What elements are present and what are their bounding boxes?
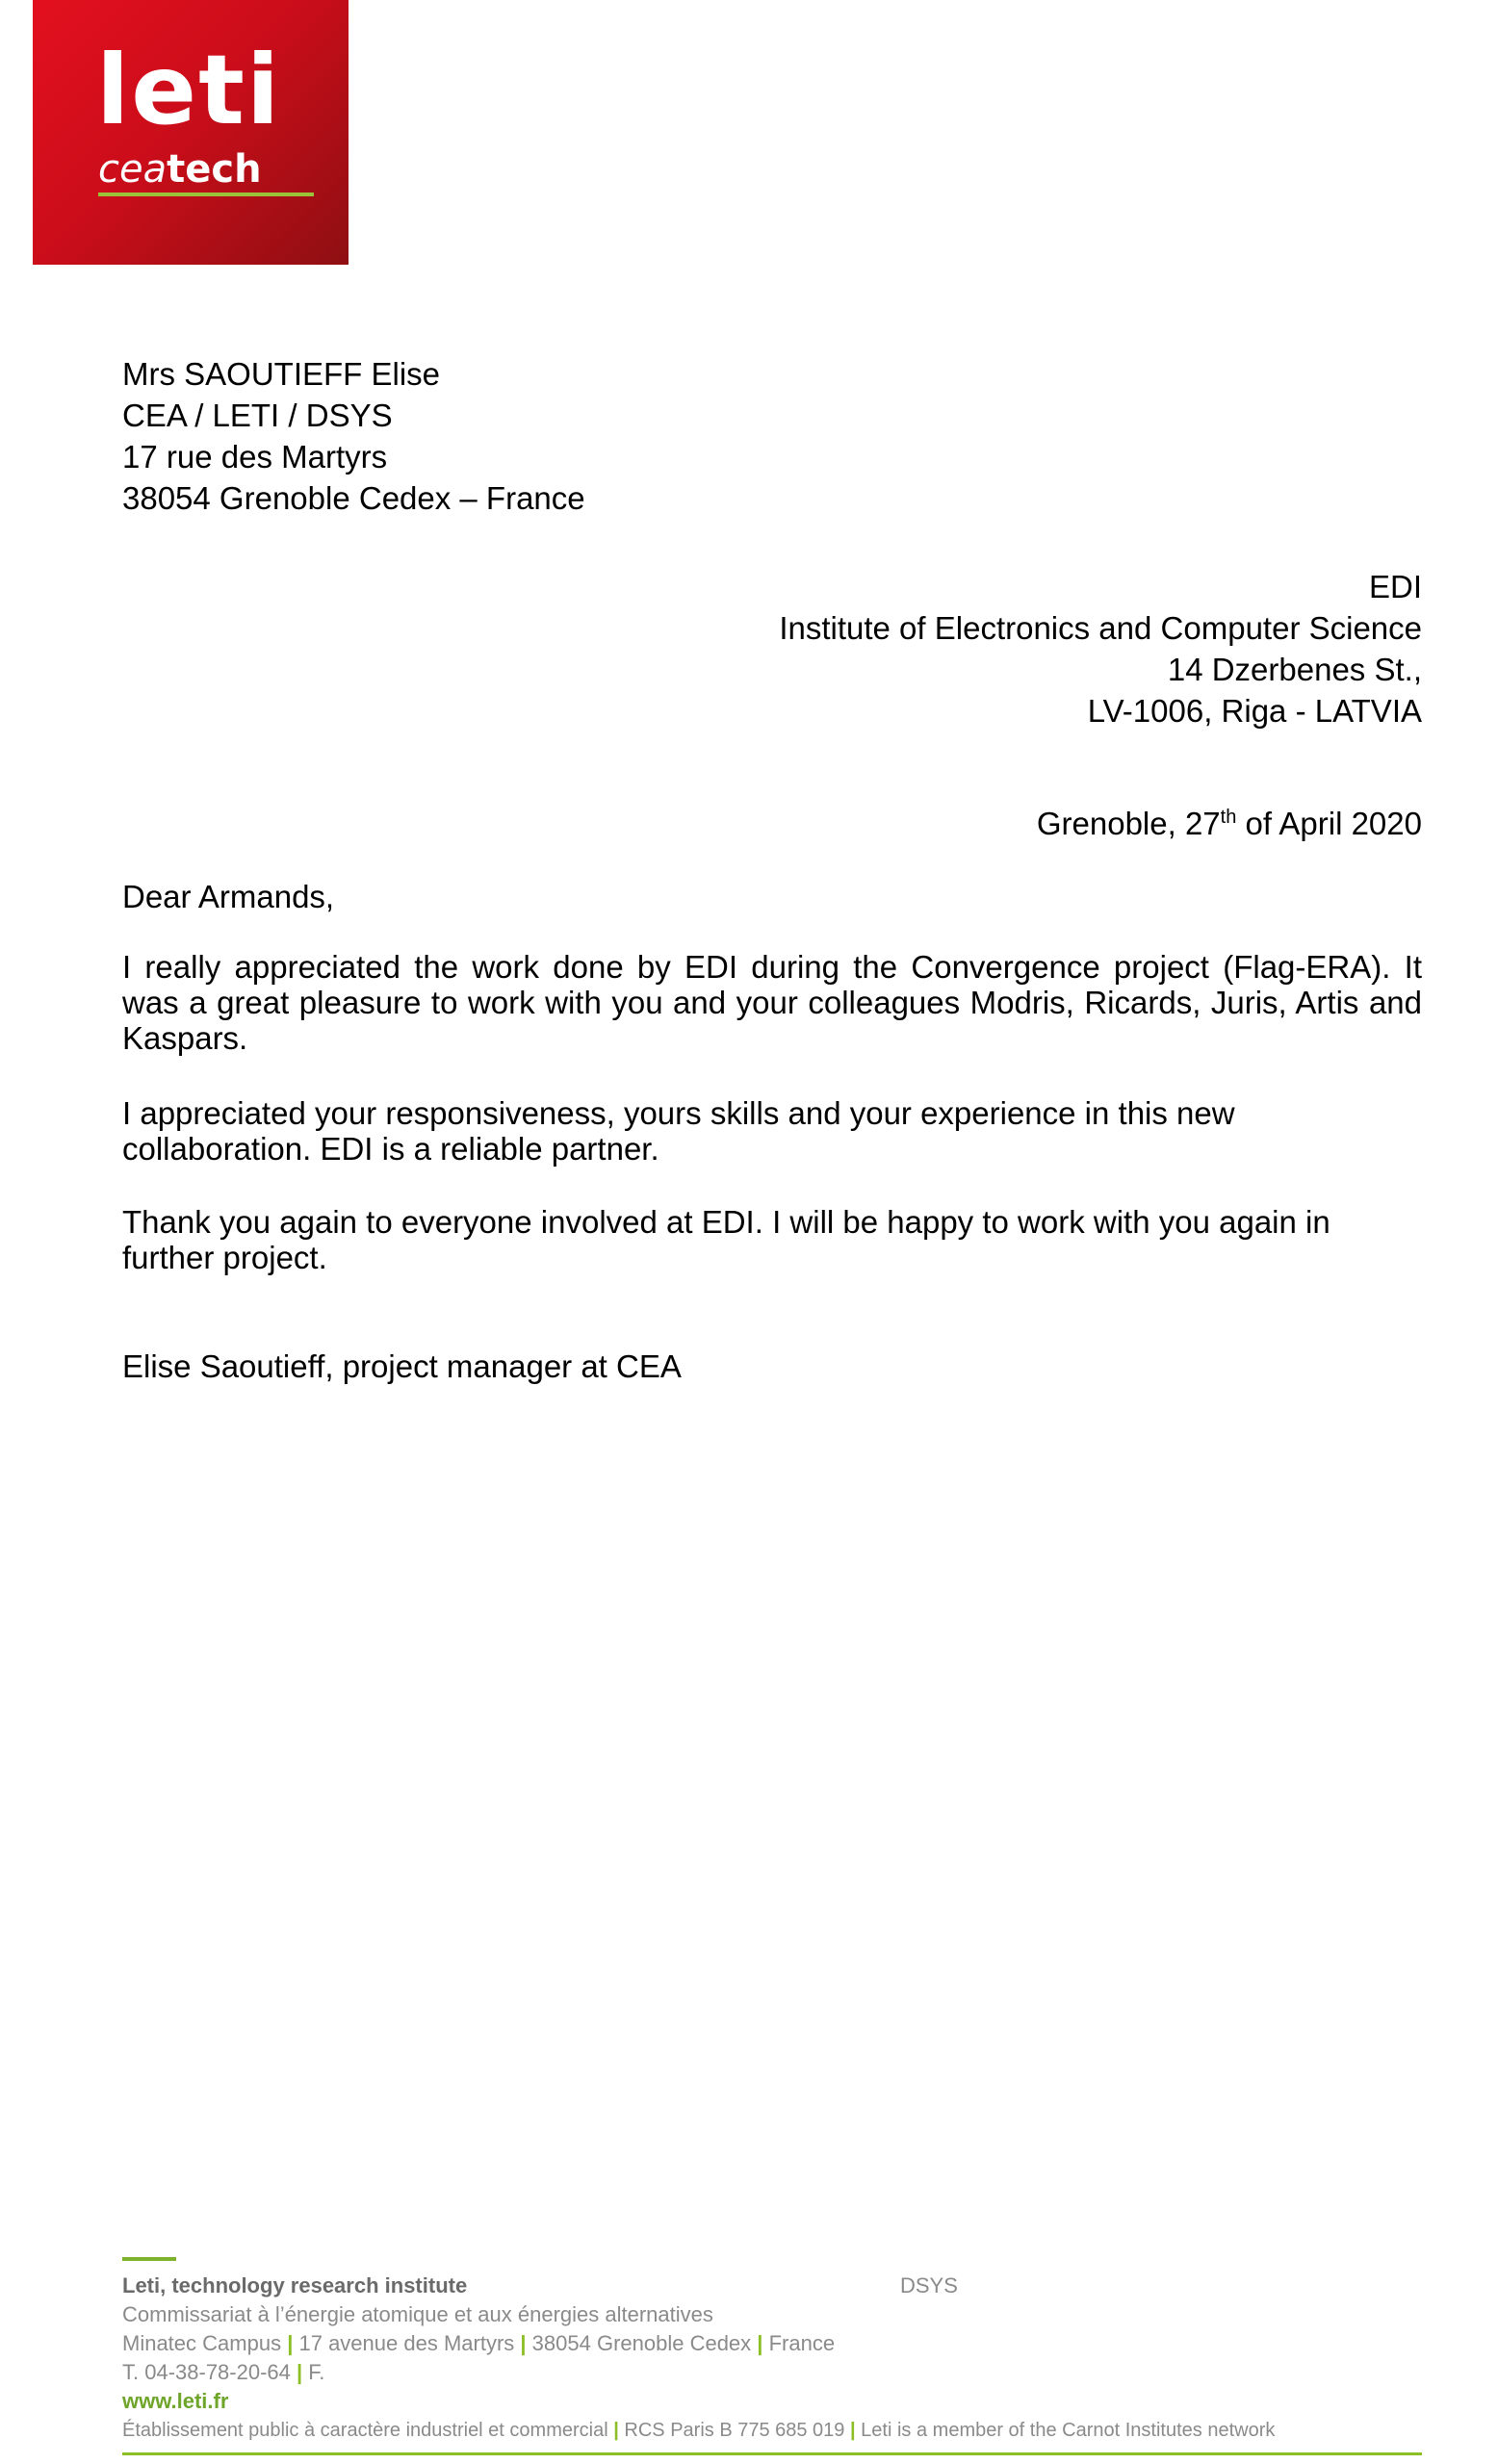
footer-commissariat: Commissariat à l’énergie atomique et aux énergies alternatives <box>122 2302 713 2326</box>
logo-subtitle: ceatech <box>98 147 262 192</box>
recipient-institute: Institute of Electronics and Computer Science <box>779 610 1422 646</box>
sender-street: 17 rue des Martyrs <box>122 439 388 475</box>
logo-wordmark: leti <box>96 34 282 146</box>
footer-legal: Établissement public à caractère industriel et commercial | RCS Paris B 775 685 019 | Leti is a member of the Carnot Institutes network <box>122 2420 1276 2441</box>
footer-phone: T. 04-38-78-20-64 | F. <box>122 2360 325 2384</box>
footer-org-name: Leti, technology research institute <box>122 2273 468 2297</box>
leti-logo <box>33 0 349 265</box>
footer-accent-bar <box>122 2257 176 2261</box>
recipient-address <box>779 566 1422 732</box>
sender-dept: CEA / LETI / DSYS <box>122 398 393 433</box>
footer-address: Minatec Campus | 17 avenue des Martyrs | 38054 Grenoble Cedex | France <box>122 2331 836 2355</box>
logo-underline <box>98 192 314 196</box>
letter-date: Grenoble, 27th of April 2020 <box>1036 806 1422 841</box>
paragraph: I appreciated your responsiveness, yours skills and your experience in this new collaboration. EDI is a reliable partner. <box>122 1095 1235 1167</box>
sender-city: 38054 Grenoble Cedex – France <box>122 480 585 516</box>
salutation: Dear Armands, <box>122 879 335 914</box>
footer-divider <box>122 2452 1422 2455</box>
recipient-city: LV-1006, Riga - LATVIA <box>1087 693 1422 729</box>
letterhead-footer <box>122 2272 1422 2445</box>
sender-address <box>122 353 585 519</box>
sender-name: Mrs SAOUTIEFF Elise <box>122 356 441 392</box>
signature: Elise Saoutieff, project manager at CEA <box>122 1348 682 1384</box>
recipient-street: 14 Dzerbenes St., <box>1167 652 1422 687</box>
footer-website-link[interactable]: www.leti.fr <box>122 2389 229 2413</box>
recipient-org: EDI <box>1368 569 1422 604</box>
paragraph: I really appreciated the work done by EDI during the Convergence project (Flag-ERA). It was a great pleasure to work with you and your colleagues Modris, Ricards, Juris, Artis and Kaspars. <box>122 949 1422 1056</box>
paragraph: Thank you again to everyone involved at EDI. I will be happy to work with you again in further project. <box>122 1204 1330 1275</box>
footer-department: DSYS <box>900 2273 958 2297</box>
